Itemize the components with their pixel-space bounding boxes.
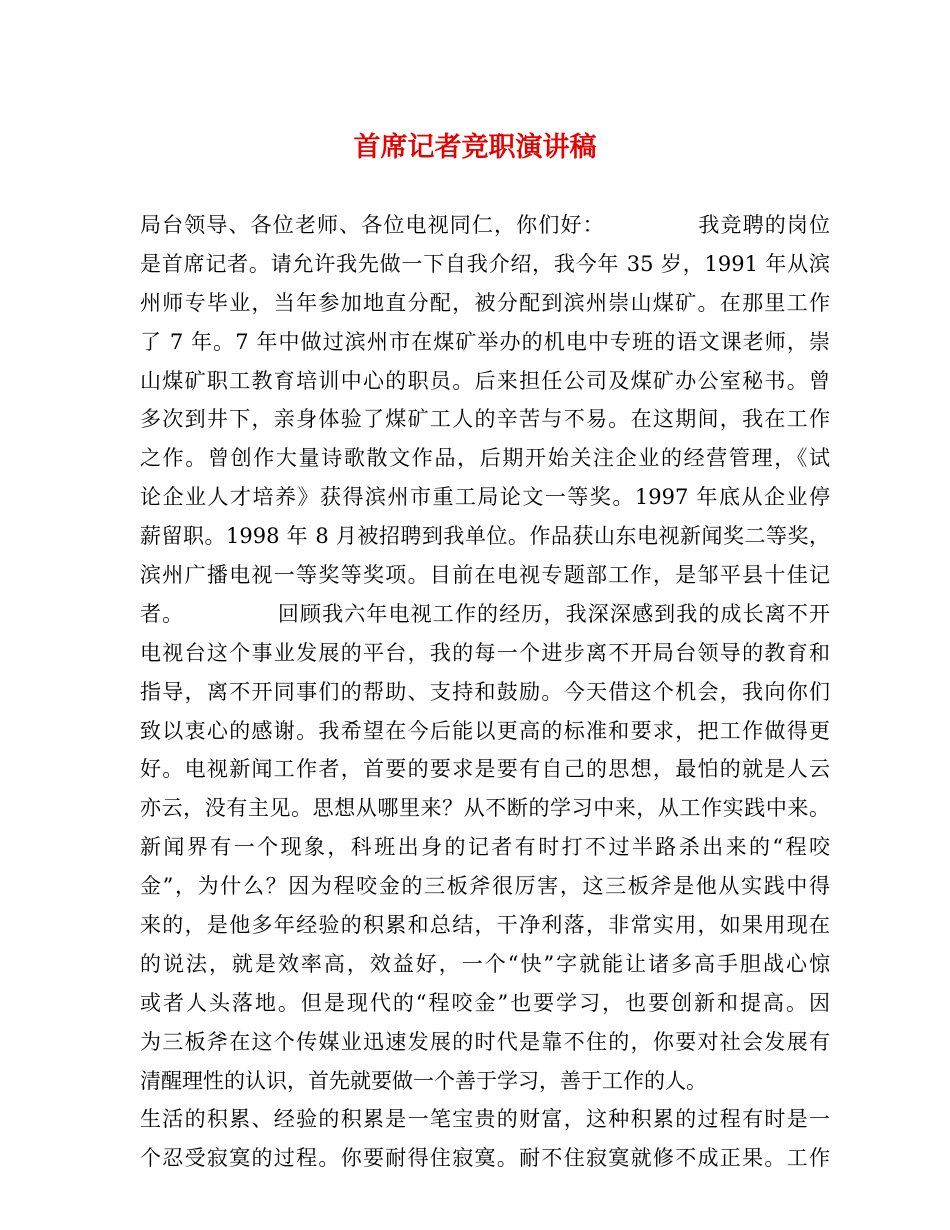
body-line: 者。 回顾我六年电视工作的经历，我深深感到我的成长离不开 — [140, 601, 830, 626]
body-line: 州师专毕业，当年参加地直分配，被分配到滨州崇山煤矿。在那里工作 — [140, 290, 830, 315]
body-line: 山煤矿职工教育培训中心的职员。后来担任公司及煤矿办公室秘书。曾 — [140, 368, 830, 393]
speech-body — [140, 206, 830, 1178]
body-line: 个忍受寂寞的过程。你要耐得住寂寞。耐不住寂寞就修不成正果。工作 — [140, 1146, 830, 1171]
body-line: 或者人头落地。但是现代的“程咬金”也要学习，也要创新和提高。因 — [140, 990, 830, 1015]
body-line: 之作。曾创作大量诗歌散文作品，后期开始关注企业的经营管理，《试 — [140, 446, 830, 471]
body-line: 薪留职。1998 年 8 月被招聘到我单位。作品获山东电视新闻奖二等奖， — [140, 524, 830, 549]
body-line: 的说法，就是效率高，效益好，一个“快”字就能让诸多高手胆战心惊 — [140, 951, 830, 976]
body-line: 电视台这个事业发展的平台，我的每一个进步离不开局台领导的教育和 — [140, 640, 830, 665]
body-line: 金”，为什么？因为程咬金的三板斧很厉害，这三板斧是他从实践中得 — [140, 874, 830, 899]
page-title: 首席记者竞职演讲稿 — [353, 132, 597, 163]
body-line: 致以衷心的感谢。我希望在今后能以更高的标准和要求，把工作做得更 — [140, 718, 830, 743]
body-line: 了 7 年。7 年中做过滨州市在煤矿举办的机电中专班的语文课老师，崇 — [140, 329, 830, 354]
body-line: 为三板斧在这个传媒业迅速发展的时代是靠不住的，你要对社会发展有 — [140, 1029, 830, 1054]
body-line: 多次到井下，亲身体验了煤矿工人的辛苦与不易。在这期间，我在工作 — [140, 407, 830, 432]
body-line: 生活的积累、经验的积累是一笔宝贵的财富，这种积累的过程有时是一 — [140, 1107, 830, 1132]
body-line: 亦云，没有主见。思想从哪里来？从不断的学习中来，从工作实践中来。 — [140, 796, 830, 821]
body-line: 清醒理性的认识，首先就要做一个善于学习，善于工作的人。 — [140, 1068, 707, 1093]
body-line: 滨州广播电视一等奖等奖项。目前在电视专题部工作，是邹平县十佳记 — [140, 563, 830, 588]
body-line: 论企业人才培养》获得滨州市重工局论文一等奖。1997 年底从企业停 — [140, 485, 830, 510]
body-line: 局台领导、各位老师、各位电视同仁，你们好： 我竞聘的岗位 — [140, 213, 830, 237]
body-line: 好。电视新闻工作者，首要的要求是要有自己的思想，最怕的就是人云 — [140, 757, 830, 782]
body-line: 新闻界有一个现象，科班出身的记者有时打不过半路杀出来的“程咬 — [140, 835, 830, 860]
body-line: 指导，离不开同事们的帮助、支持和鼓励。今天借这个机会，我向你们 — [140, 679, 830, 704]
body-line: 是首席记者。请允许我先做一下自我介绍，我今年 35 岁，1991 年从滨 — [140, 251, 830, 276]
body-line: 来的，是他多年经验的积累和总结，干净利落，非常实用，如果用现在 — [140, 913, 830, 938]
